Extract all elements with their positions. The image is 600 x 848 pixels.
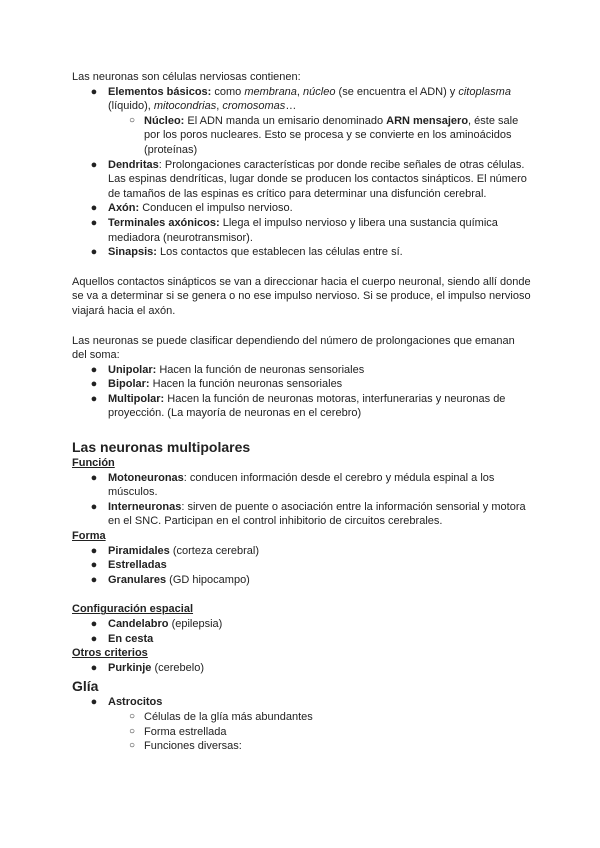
label-sinapsis: Sinapsis: [108,246,157,259]
term-nucleo: núcleo [303,85,336,98]
heading-forma: Forma [72,530,106,543]
list-item-nucleo [72,114,532,158]
text: , [216,100,223,113]
text: : sirven de puente o asociación entre la información sensorial y motora en el SNC. Participan en el control inhibitorio de circuitos cerebrales. [108,500,526,528]
bullet-icon: ● [90,544,98,557]
bullet-icon: ● [90,618,98,630]
list-item-sinapsis [72,245,532,260]
list-item-axon [72,201,532,216]
text: Forma estrellada [144,725,227,738]
list-item-forma-estrellada [72,725,532,740]
list-item-en-cesta [72,632,532,647]
label-estrelladas: Estrelladas [108,559,167,572]
text: El ADN manda un emisario denominado [184,114,387,127]
heading-configuracion: Configuración espacial [72,603,194,616]
bullet-icon: ● [90,216,98,229]
text: … [285,100,297,113]
label-piramidales: Piramidales [108,544,170,557]
list-item-granulares [72,573,532,588]
hollow-bullet-icon: ○ [128,710,136,722]
list-item-dendritas [72,158,532,202]
list-item-estrelladas [72,558,532,573]
intro-text: Las neuronas son células nerviosas contienen: [72,71,301,83]
text: , éste sale por los poros nucleares. Esto se procesa y se convierte en los aminoácidos (proteínas) [144,114,519,156]
text: Llega el impulso nervioso y libera una sustancia química mediadora (neurotransmisor). [108,216,498,244]
text: Funciones diversas: [144,740,242,753]
otros-list [72,661,532,676]
hollow-bullet-icon: ○ [128,725,136,737]
text: , [296,85,304,98]
hollow-bullet-icon: ○ [128,114,136,126]
hollow-bullet-icon: ○ [128,740,136,752]
bullet-icon: ● [90,363,98,376]
list-item-terminales [72,216,532,245]
term-arn: ARN mensajero [386,114,469,127]
text: : Prolongaciones características por donde recibe señales de otras células. Las espinas dendríticas, lugar donde se producen los contactos sinápticos. El número de tamaños de las espinas es crítico para determinar una disfunción cerebral. [108,158,527,200]
list-item-unipolar [72,363,532,378]
list-item-interneuronas [72,500,532,529]
label-bipolar: Bipolar: [108,378,150,391]
bullet-icon: ● [90,158,98,171]
text: Los contactos que establecen las células entre sí. [156,246,403,259]
label-terminales: Terminales axónicos: [108,216,220,229]
bullet-icon: ● [90,202,98,215]
bullet-icon: ● [90,573,98,586]
text: (epilepsia) [168,618,223,630]
label-en-cesta: En cesta [108,632,154,645]
bullet-icon: ● [90,500,98,513]
bullet-icon: ● [90,471,98,484]
heading-glia: Glía [72,678,99,695]
label-astrocitos: Astrocitos [108,696,163,709]
astrocitos-sublist [108,710,532,754]
label-dendritas: Dendritas [108,158,159,171]
neuron-parts-list [72,85,532,260]
document-content [72,70,532,754]
label-axon: Axón: [108,202,140,215]
list-item-purkinje [72,661,532,676]
term-citoplasma: citoplasma [458,85,511,98]
bullet-icon: ● [90,661,98,674]
label-motoneuronas: Motoneuronas [108,471,184,484]
text: (líquido), [108,100,154,113]
label-purkinje: Purkinje [108,661,152,674]
config-list [72,617,532,646]
text: (se encuentra el ADN) y [335,85,459,98]
bullet-icon: ● [90,559,98,572]
heading-otros-criterios: Otros criterios [72,647,148,660]
label-interneuronas: Interneuronas [108,500,182,513]
term-cromosomas: cromosomas [222,100,286,113]
text: como [211,85,245,98]
list-item-astrocitos [72,695,532,753]
forma-list [72,544,532,588]
text: Hacen la función neuronas sensoriales [149,378,343,391]
classification-list [72,363,532,421]
bullet-icon: ● [90,378,98,391]
text: Hacen la función de neuronas motoras, interfunerarias y neuronas de proyección. (La mayoría de neuronas en el cerebro) [108,392,506,420]
bullet-icon: ● [90,696,98,709]
list-item-elementos [72,85,532,158]
label-candelabro: Candelabro [108,618,169,630]
text: : conducen información desde el cerebro y médula espinal a los músculos. [108,471,495,499]
list-item-multipolar [72,392,532,421]
bullet-icon: ● [90,632,98,645]
sublist-elementos [108,114,532,158]
glia-list [72,695,532,753]
text: (corteza cerebral) [169,544,260,557]
bullet-icon: ● [90,85,98,98]
text: (GD hipocampo) [166,573,250,586]
paragraph-contactos: Aquellos contactos sinápticos se van a direccionar hacia el cuerpo neuronal, siendo allí donde se va a determinar si se genera o no ese impulso nervioso. Si se produce, el impulso nervioso viajará hacia el axón. [72,275,531,317]
text: Hacen la función de neuronas sensoriales [156,363,365,376]
funcion-list [72,471,532,529]
bullet-icon: ● [90,246,98,259]
heading-multipolares: Las neuronas multipolares [72,439,251,456]
list-item-piramidales [72,544,532,559]
term-mitocondrias: mitocondrias [153,100,217,113]
label-elementos: Elementos básicos: [108,85,212,98]
list-item-candelabro [72,617,532,632]
label-granulares: Granulares [108,573,167,586]
heading-funcion: Función [72,457,115,470]
label-multipolar: Multipolar: [108,392,165,405]
label-nucleo: Núcleo: [144,114,185,127]
list-item-funciones [72,739,532,754]
term-membrana: membrana [244,85,297,98]
bullet-icon: ● [90,392,98,405]
list-item-bipolar [72,377,532,392]
label-unipolar: Unipolar: [108,363,157,376]
list-item-abundantes [72,710,532,725]
text: Células de la glía más abundantes [144,710,313,723]
text: Conducen el impulso nervioso. [139,202,293,215]
list-item-motoneuronas [72,471,532,500]
paragraph-clasificacion: Las neuronas se puede clasificar dependiendo del número de prolongaciones que emanan del soma: [72,334,515,362]
text: (cerebelo) [151,661,204,674]
